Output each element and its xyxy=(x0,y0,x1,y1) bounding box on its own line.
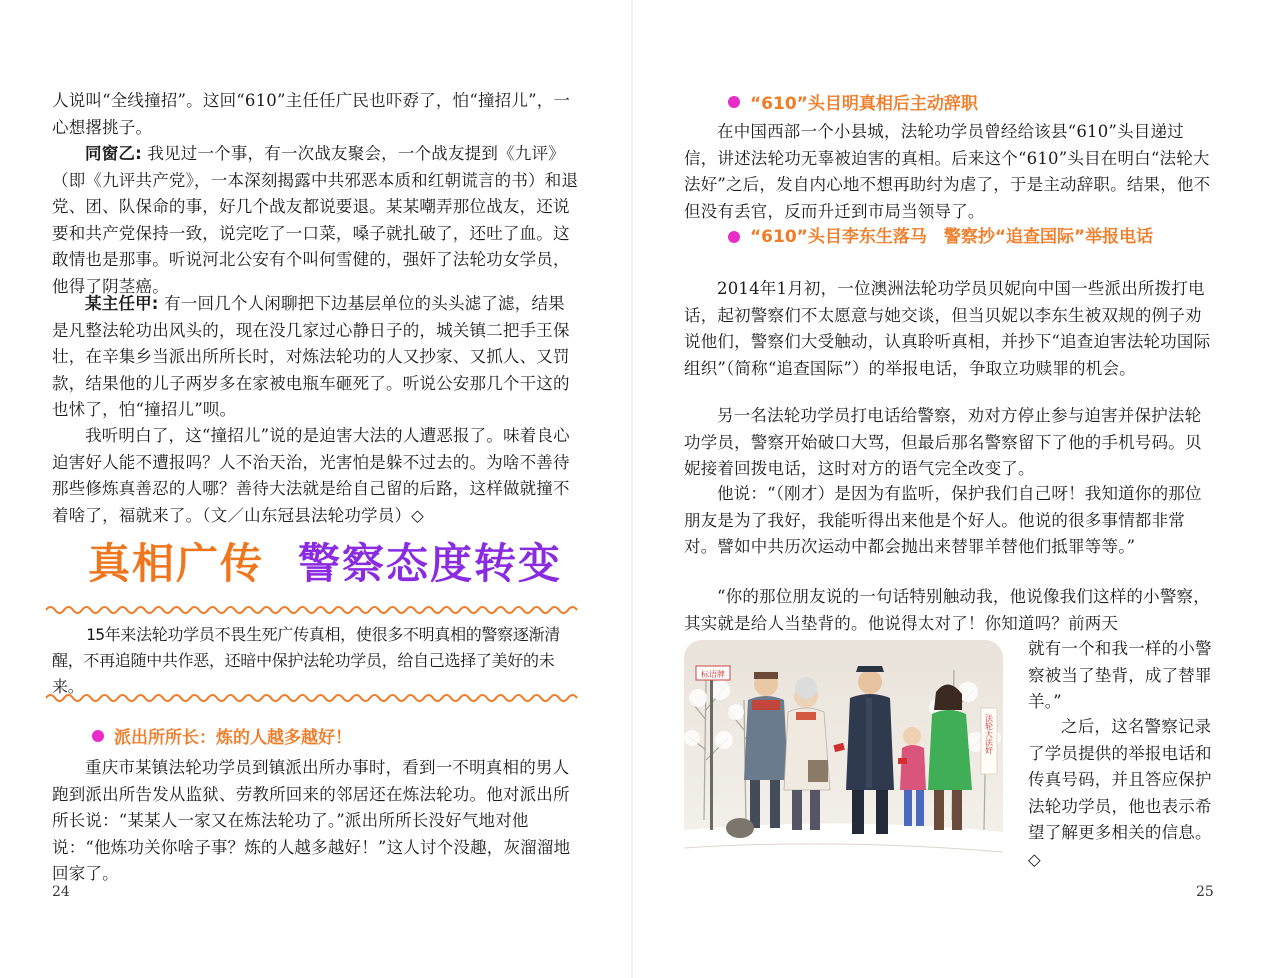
bullet-icon xyxy=(728,231,740,243)
paragraph-text: 我见过一个事，有一次战友聚会，一个战友提到《九评》（即《九评共产党》，一本深刻揭露中共邪恶本质和红朝谎言的书）和退党、团、队保命的事，好几个战友都说要退。某某嘲弄那位战友，还说要和共产党保持一致，说完吃了一口菜，嗓子就扎破了，还吐了血。这敢情也是那事。听说河北公安有个叫何雪健的，强奸了法轮功女学员，他得了阴茎癌。 xyxy=(52,144,579,296)
bullet-icon xyxy=(728,96,740,108)
bullet-icon xyxy=(92,730,104,742)
left-paragraph-2 xyxy=(52,141,580,300)
left-paragraph-3 xyxy=(52,291,580,424)
right-section-3-para-3: 他说：“（刚才）是因为有监听，保护我们自己呀！我知道你的那位朋友是为了我好，我能听得出来他是个好人。他说的很多事情都非常对。譬如中共历次运动中都会抛出来替罪羊替他们抵罪等等。” xyxy=(684,484,1202,556)
chapter-title-part-1: 真相广传 xyxy=(88,539,265,588)
left-section-1-text: 重庆市某镇法轮功学员到镇派出所办事时，看到一不明真相的男人跑到派出所告发从监狱、劳教所回来的邻居还在炼法轮功。他对派出所所长说：“某某人一家又在炼法轮功了。”派出所所长没好气地对他说：“他炼功关你啥子事？炼的人越多越好！”这人讨个没趣，灰溜溜地回家了。 xyxy=(52,758,571,883)
chapter-intro: 15年来法轮功学员不畏生死广传真相，使很多不明真相的警察逐渐清醒，不再追随中共作恶，还暗中保护法轮功学员，给自己选择了美好的未来。 xyxy=(52,625,560,696)
left-paragraph-1: 人说叫“全线撞招”。这回“610”主任任广民也吓孬了，怕“撞招儿”，一心想撂挑子。 xyxy=(52,91,571,137)
section-heading-police-chief xyxy=(92,725,352,751)
chapter-title xyxy=(88,532,562,596)
left-page xyxy=(0,0,632,978)
right-section-3-para-4-continued: 就有一个和我一样的小警察被当了垫背，成了替罪羊。” xyxy=(1028,639,1212,711)
illustration-police-family xyxy=(684,640,1003,886)
heading-text: 派出所所长：炼的人越多越好！ xyxy=(114,728,352,748)
wave-divider-bottom xyxy=(46,692,580,704)
page-number-right: 25 xyxy=(1196,884,1214,900)
section-heading-610-resign xyxy=(728,91,978,117)
banner-label: 法轮大法好 xyxy=(984,714,994,754)
chapter-title-part-2: 警察态度转变 xyxy=(298,539,563,588)
heading-text: “610”头目明真相后主动辞职 xyxy=(750,94,978,114)
left-paragraph-4: 我听明白了，这“撞招儿”说的是迫害大法的人遭恶报了。味着良心迫害好人能不遭报吗？人不治天治，光害怕是躲不过去的。为啥不善待那些修炼真善忍的人哪？善待大法就是给自己留的后路，这样做就撞不着啥了，福就来了。（文／山东冠县法轮功学员）◇ xyxy=(52,426,570,525)
speaker-label: 某主任甲: xyxy=(85,294,159,313)
right-section-2-text: 在中国西部一个小县城，法轮功学员曾经给该县“610”头目递过信，讲述法轮功无辜被迫害的真相。后来这个“610”头目在明白“法轮大法好”之后，发自内心地不想再助纣为虐了，于是主动辞职。结果，他不但没有丢官，反而升迁到市局当领导了。 xyxy=(684,122,1211,221)
section-heading-li-dongsheng xyxy=(684,224,1214,250)
paragraph-text: 有一回几个人闲聊把下边基层单位的头头滤了滤，结果是凡整法轮功出风头的，现在没几家过心静日子的，城关镇二把手王保壮，在辛集乡当派出所所长时，对炼法轮功的人又抄家、又抓人、又罚款，结果他的儿子两岁多在家被电瓶车砸死了。听说公安那几个干这的也怵了，怕“撞招儿”呗。 xyxy=(52,294,570,419)
right-section-3-para-2: 另一名法轮功学员打电话给警察，劝对方停止参与迫害并保护法轮功学员，警察开始破口大骂，但最后那名警察留下了他的手机号码。贝妮接着回拨电话，这时对方的语气完全改变了。 xyxy=(684,406,1202,478)
page-number-left: 24 xyxy=(52,884,70,900)
wave-divider-top xyxy=(46,604,580,616)
right-section-3-para-4: “你的那位朋友说的一句话特别触动我，他说像我们这样的小警察，其实就是给人当垫背的。他说得太对了！你知道吗？前两天 xyxy=(684,587,1210,633)
heading-text: “610”头目李东生落马 警察抄“追查国际”举报电话 xyxy=(750,227,1154,247)
right-page xyxy=(632,0,1265,978)
right-section-3-para-5: 之后，这名警察记录了学员提供的举报电话和传真号码，并且答应保护法轮功学员，他也表示希望了解更多相关的信息。◇ xyxy=(1028,717,1212,869)
speaker-label: 同窗乙: xyxy=(85,144,142,163)
sign-label: 标语牌 xyxy=(701,670,725,679)
illustration-image xyxy=(684,640,1003,886)
right-section-3-para-1: 2014年1月初，一位澳洲法轮功学员贝妮向中国一些派出所拨打电话，起初警察们不太愿意与她交谈，但当贝妮以李东生被双规的例子劝说他们，警察们大受触动，认真聆听真相，并抄下“追查迫害法轮功国际组织”（简称“追查国际”）的举报电话，争取立功赎罪的机会。 xyxy=(684,279,1211,378)
